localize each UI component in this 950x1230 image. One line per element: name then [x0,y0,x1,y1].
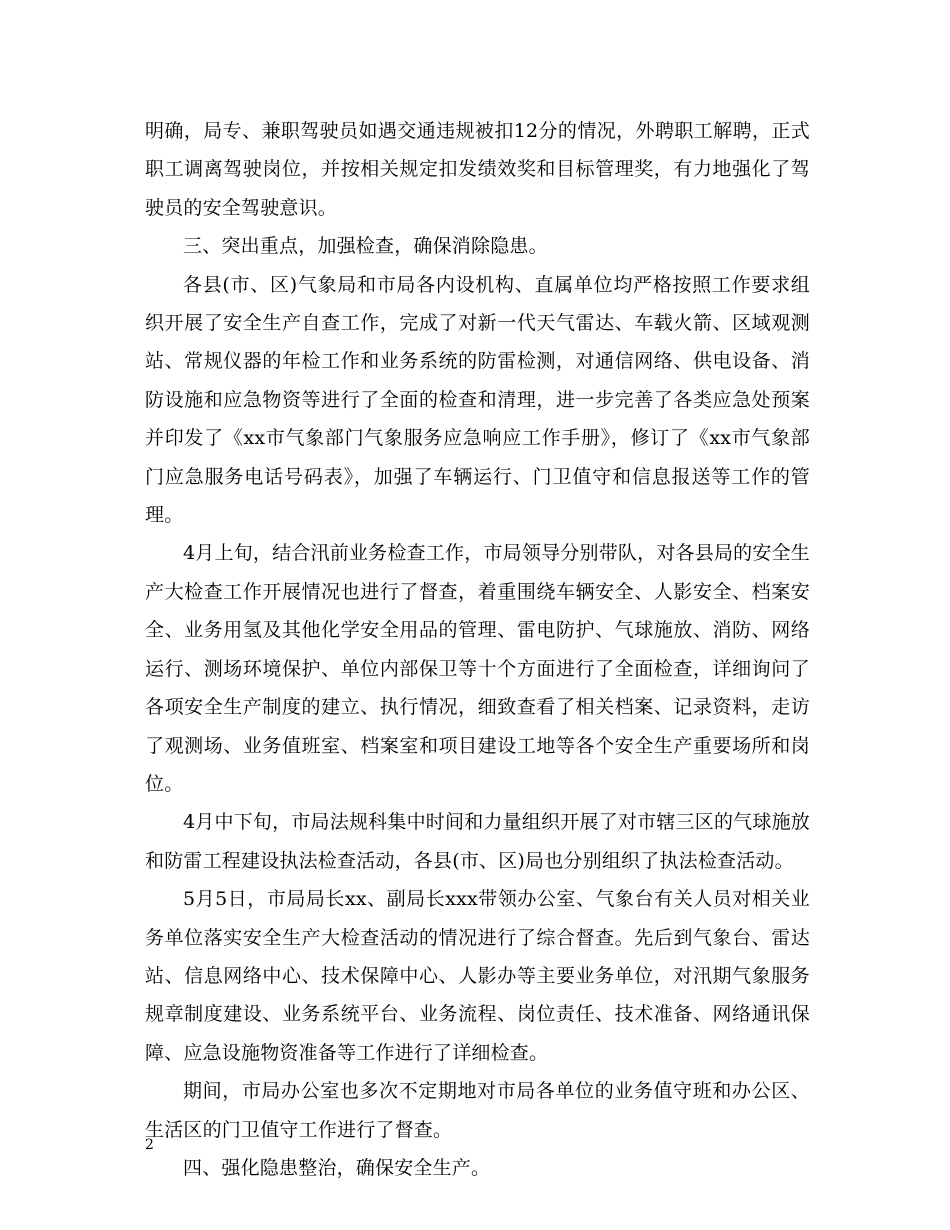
section-heading-4: 四、强化隐患整治，确保安全生产。 [183,1156,491,1179]
paragraph-april-early: 4月上旬，结合汛前业务检查工作，市局领导分别带队，对各县局的安全生产大检查工作开展情况也进行了督查，着重围绕车辆安全、人影安全、档案安全、业务用氢及其他化学安全用品的管理、雷电防护、气球施放、消防、网络运行、测场环境保护、单位内部保卫等十个方面进行了全面检查，详细询问了各项安全生产制度的建立、执行情况，细致查看了相关档案、记录资料，走访了观测场、业务值班室、档案室和项目建设工地等各个安全生产重要场所和岗位。 [145,542,810,795]
page-number: 2 [145,1137,154,1153]
paragraph-continued: 明确，局专、兼职驾驶员如遇交通违规被扣12分的情况，外聘职工解聘，正式职工调离驾驶岗位，并按相关规定扣发绩效奖和目标管理奖，有力地强化了驾驶员的安全驾驶意识。 [145,120,810,219]
paragraph-april-mid-late: 4月中下旬，市局法规科集中时间和力量组织开展了对市辖三区的气球施放和防雷工程建设执法检查活动，各县(市、区)局也分别组织了执法检查活动。 [145,811,810,872]
paragraph-during-period: 期间，市局办公室也多次不定期地对市局各单位的业务值守班和办公区、生活区的门卫值守工作进行了督查。 [145,1080,810,1141]
paragraph-self-inspection: 各县(市、区)气象局和市局各内设机构、直属单位均严格按照工作要求组织开展了安全生产自查工作，完成了对新一代天气雷达、车载火箭、区域观测站、常规仪器的年检工作和业务系统的防雷检测，对通信网络、供电设备、消防设施和应急物资等进行了全面的检查和清理，进一步完善了各类应急处预案并印发了《xx市气象部门气象服务应急响应工作手册》，修订了《xx市气象部门应急服务电话号码表》，加强了车辆运行、门卫值守和信息报送等工作的管理。 [145,273,810,527]
section-heading-3: 三、突出重点，加强检查，确保消除隐患。 [183,235,548,258]
body-text [145,112,810,1187]
paragraph-may-5: 5月5日，市局局长xx、副局长xxx带领办公室、气象台有关人员对相关业务单位落实安全生产大检查活动的情况进行了综合督查。先后到气象台、雷达站、信息网络中心、技术保障中心、人影办等主要业务单位，对汛期气象服务规章制度建设、业务系统平台、业务流程、岗位责任、技术准备、网络通讯保障、应急设施物资准备等工作进行了详细检查。 [145,888,810,1064]
